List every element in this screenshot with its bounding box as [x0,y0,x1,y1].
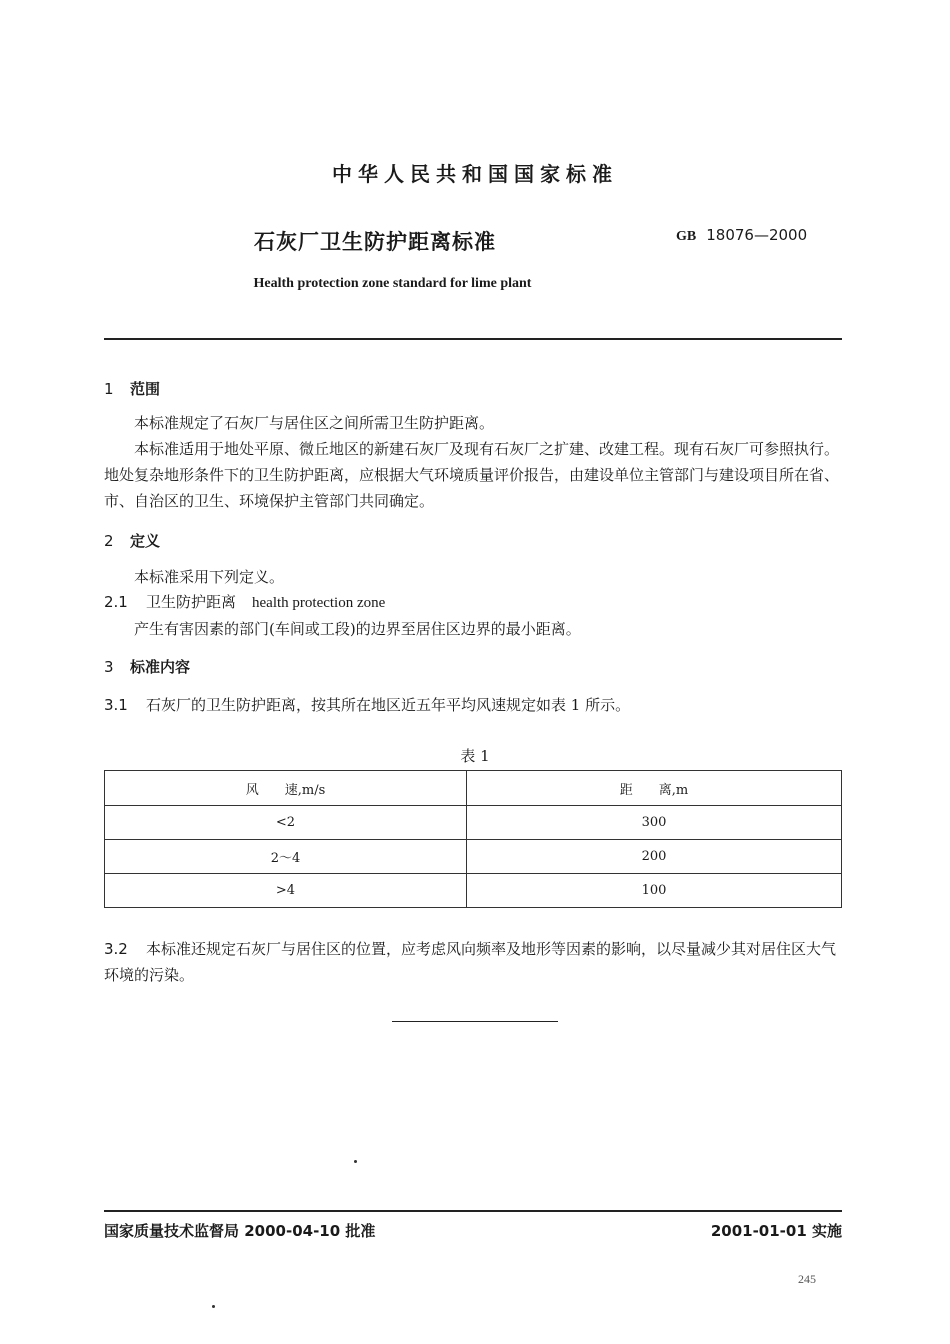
clause-3-1 [104,694,630,715]
table-row [105,874,842,908]
top-divider [104,338,842,340]
standard-number-value: 18076—2000 [706,226,808,244]
table-caption: 表 1 [460,747,490,765]
approval-info: 国家质量技术监督局 2000-04-10 批准 [104,1222,376,1240]
header-wind-speed: 风 速,m/s [105,771,467,806]
definition-text: 产生有害因素的部门(车间或工段)的边界至居住区边界的最小距离。 [134,620,581,638]
table-header-row [105,771,842,806]
effective-date: 2001-01-01 实施 [710,1222,842,1240]
section-3-number: 3 [104,658,114,676]
distance-cell: 100 [467,874,842,908]
standard-number [676,226,807,245]
section-1-paragraph-1: 本标准规定了石灰厂与居住区之间所需卫生防护距离。 [134,414,495,432]
distance-cell: 200 [467,840,842,874]
section-2-heading [104,530,160,551]
section-1-title: 范围 [130,380,161,398]
definition-number: 2.1 [104,593,128,611]
section-3-heading [104,656,190,677]
header-distance: 距 离,m [467,771,842,806]
document-title: 石灰厂卫生防护距离标准 [254,230,496,254]
wind-speed-cell: <2 [105,806,467,840]
clause-3-1-text: 石灰厂的卫生防护距离，按其所在地区近五年平均风速规定如表 1 所示。 [146,696,631,714]
scan-speck [354,1160,357,1163]
section-1-heading [104,378,160,399]
section-2-title: 定义 [130,532,161,550]
end-of-text-rule [392,1021,558,1022]
national-standard-header: 中华人民共和国国家标准 [332,162,618,186]
table-row [105,806,842,840]
scan-speck [212,1305,215,1308]
clause-3-1-number: 3.1 [104,696,128,714]
clause-3-2-number: 3.2 [104,940,128,958]
gb-prefix: GB [676,229,697,244]
english-title: Health protection zone standard for lime plant [253,276,532,291]
definition-2-1 [104,591,385,612]
section-1-paragraph-2: 本标准适用于地处平原、微丘地区的新建石灰厂及现有石灰厂之扩建、改建工程。现有石灰厂可参照执行。地处复杂地形条件下的卫生防护距离，应根据大气环境质量评价报告，由建设单位主管部门与建设项目所在省、市、自治区的卫生、环境保护主管部门共同确定。 [104,440,840,510]
section-2-number: 2 [104,532,114,550]
section-2-paragraph-1: 本标准采用下列定义。 [134,568,285,586]
clause-3-2-text: 本标准还规定石灰厂与居住区的位置，应考虑风向频率及地形等因素的影响，以尽量减少其对居住区大气环境的污染。 [104,940,837,984]
definition-term-cn: 卫生防护距离 [146,593,237,611]
wind-speed-cell: >4 [105,874,467,908]
table-row [105,840,842,874]
bottom-divider [104,1210,842,1212]
wind-speed-cell: 2～4 [105,840,467,874]
page-number: 245 [798,1272,816,1286]
definition-term-en: health protection zone [252,595,386,611]
wind-distance-table [104,770,842,908]
clause-3-2 [104,936,842,988]
section-1-number: 1 [104,380,114,398]
distance-cell: 300 [467,806,842,840]
section-3-title: 标准内容 [130,658,191,676]
